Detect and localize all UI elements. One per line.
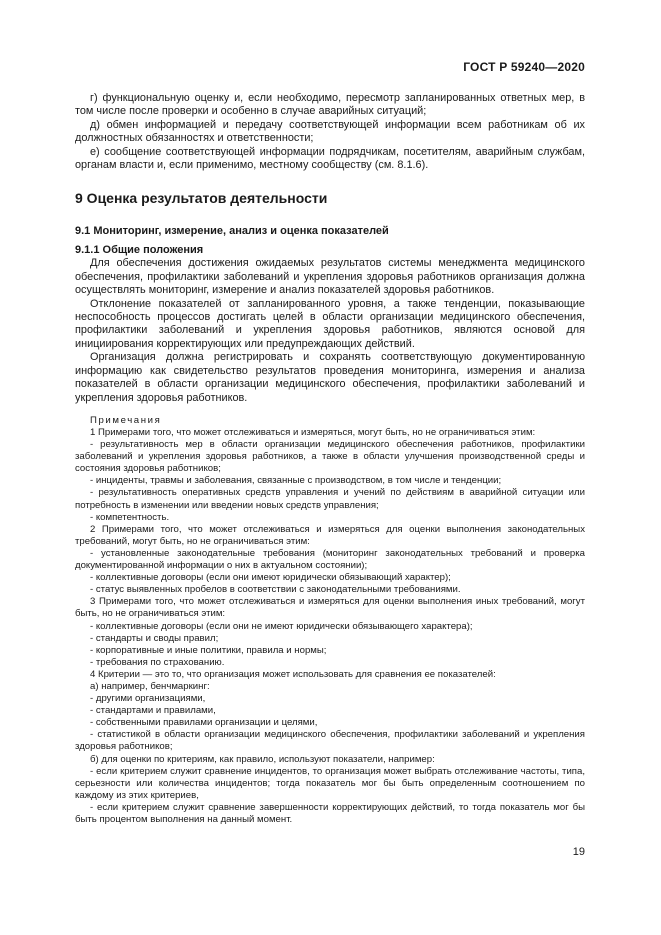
body-text	[75, 257, 585, 404]
section-heading: 9 Оценка результатов деятельности	[75, 190, 328, 207]
document-header: ГОСТ Р 59240—2020	[463, 60, 585, 74]
list-item: е) сообщение соответствующей информации подрядчикам, посетителям, аварийным службам, органам власти и, если применимо, местному сообществу (см. 8.1.6).	[75, 145, 585, 172]
note-line: 4 Критерии — это то, что организация может использовать для сравнения ее показателей:	[90, 668, 496, 680]
note-line: 1 Примерами того, что может отслеживаться и измеряться, могут быть, но не ограничиваться этим:	[90, 427, 536, 438]
paragraph: Отклонение показателей от запланированного уровня, а также тенденции, показывающие неспособность процессов достигать целей в области организации медицинского обеспечения, профилактики заболеваний и укрепления здоровья работников, являются основой для инициирования корректирующих или предупреждающих действий.	[75, 297, 585, 350]
note-line: - коллективные договоры (если они не имеют юридически обязывающего характера);	[90, 620, 473, 632]
note-line: - коллективные договоры (если они имеют юридически обязывающий характер);	[90, 572, 451, 584]
intro-list	[75, 92, 585, 172]
paragraph: Для обеспечения достижения ожидаемых результатов системы менеджмента медицинского обеспечения, профилактики заболеваний и укрепления здоровья работников организация должна осуществлять мониторинг, измерение и анализ показателей здоровья работников.	[75, 257, 585, 297]
note-line: - требования по страхованию.	[90, 656, 225, 668]
note-line: 3 Примерами того, что может отслеживаться и измеряться для оценки выполнения иных требований, могут быть, но не ограничиваться этим:	[75, 596, 585, 620]
note-line: - стандарты и своды правил;	[90, 632, 219, 644]
note-line: - статистикой в области организации медицинского обеспечения, профилактики заболеваний и укрепления здоровья работников;	[75, 729, 585, 753]
note-line: - результативность оперативных средств управления и учений по действиям в аварийной ситуации или потребность в изменении или введении новых средств управления;	[75, 487, 585, 511]
page-content	[75, 92, 585, 826]
note-line: - стандартами и правилами,	[90, 705, 216, 717]
note-line: - инциденты, травмы и заболевания, связанные с производством, в том числе и тенденции;	[90, 475, 502, 487]
notes-block	[75, 415, 585, 826]
note-line: - статус выявленных пробелов в соответствии с законодательными требованиями.	[90, 584, 461, 596]
note-line: - установленные законодательные требования (мониторинг законодательных требований и проверка документированной информации о них в актуальном состоянии);	[75, 547, 585, 572]
paragraph: Организация должна регистрировать и сохранять соответствующую документированную информацию как свидетельство результатов проведения мониторинга, измерения и анализа показателей в области организации медицинского обеспечения, профилактики заболеваний и укрепления здоровья работников.	[75, 351, 585, 404]
note-line: 2 Примерами того, что может отслеживаться и измеряться для оценки выполнения законодательных требований, могут быть, но не ограничиваться этим:	[75, 523, 585, 547]
list-item: д) обмен информацией и передачу соответствующей информации всем работникам об их должностных обязанностях и ответственности;	[75, 118, 585, 145]
note-line: б) для оценки по критериям, как правило, используют показатели, например:	[90, 753, 435, 765]
note-line: - результативность мер в области организации медицинского обеспечения работников, профилактики заболеваний и укрепления здоровья работников, а также в области улучшения производственной среды и состояния здоровья работников;	[75, 439, 585, 475]
note-line: а) например, бенчмаркинг:	[90, 680, 210, 692]
note-line: - собственными правилами организации и целями,	[90, 717, 318, 729]
note-line: - компетентность.	[90, 511, 170, 523]
list-item: г) функциональную оценку и, если необходимо, пересмотр запланированных ответных мер, в том числе после проверки и особенно в случае аварийных ситуаций;	[75, 92, 585, 118]
subsubsection-heading: 9.1.1 Общие положения	[75, 244, 204, 257]
note-line: - если критерием служит сравнение инцидентов, то организация может выбрать отслеживание частоты, типа, серьезности или количества инцидентов; тогда показатель мог бы быть определенным соотношением по каждому из этих критериев,	[75, 765, 585, 801]
subsection-heading: 9.1 Мониторинг, измерение, анализ и оценка показателей	[75, 225, 389, 238]
note-line: - если критерием служит сравнение завершенности корректирующих действий, то тогда показатель мог бы быть процентом выполнения на данный момент.	[75, 801, 585, 825]
note-line: - корпоративные и иные политики, правила и нормы;	[90, 644, 327, 656]
page-number: 19	[572, 846, 585, 858]
note-line: - другими организациями,	[90, 693, 206, 705]
notes-title: Примечания	[90, 414, 162, 426]
